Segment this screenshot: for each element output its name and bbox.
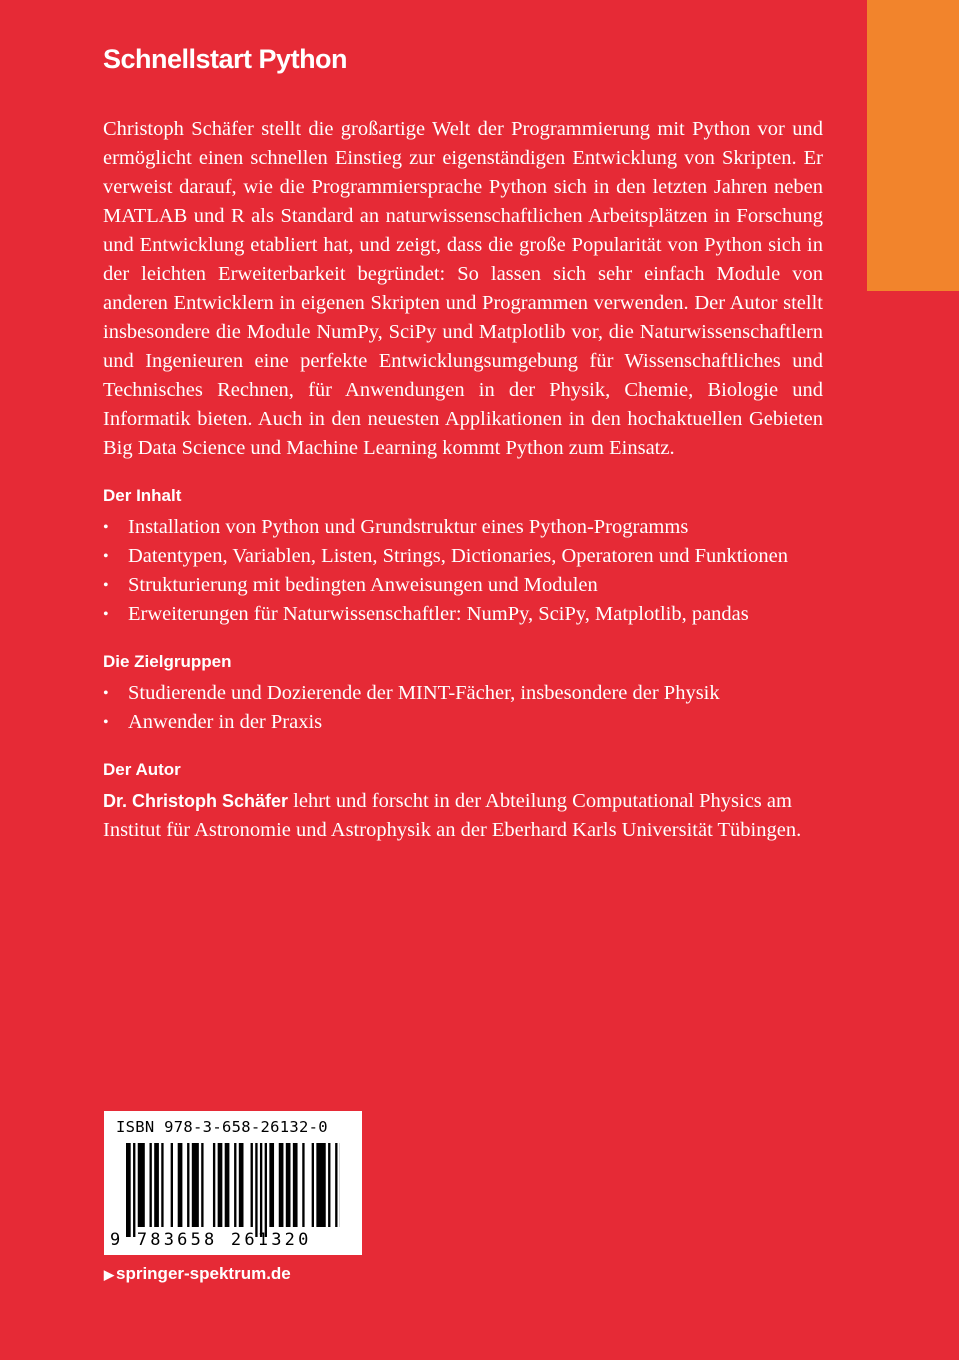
barcode-bar: [201, 1143, 203, 1227]
audience-section: [103, 651, 823, 737]
list-item: • Strukturierung mit bedingten Anweisungen und Modulen: [103, 571, 823, 600]
barcode-bar: [251, 1143, 253, 1227]
barcode-bar: [154, 1143, 159, 1227]
barcode-bar: [161, 1143, 163, 1227]
audience-list: [103, 679, 823, 737]
triangle-right-icon: ▶: [104, 1267, 114, 1282]
barcode-bar: [133, 1143, 135, 1237]
barcode-bar: [269, 1143, 274, 1227]
barcode-bar: [316, 1143, 325, 1227]
author-name: Dr. Christoph Schäfer: [103, 791, 289, 811]
author-heading: Der Autor: [103, 760, 181, 779]
barcode-bar: [171, 1143, 173, 1227]
contents-heading: Der Inhalt: [103, 486, 182, 505]
barcode-bar: [239, 1143, 244, 1227]
author-bio-text: lehrt und forscht in der Abteilung Computational Physics am Institut für Astronomie und Astrophysik an der Eberhard Karls Universität Tübingen.: [103, 790, 802, 841]
barcode-bar: [312, 1143, 314, 1227]
barcode-bar: [126, 1143, 131, 1237]
barcode-bar: [138, 1143, 145, 1227]
book-title: Schnellstart Python: [103, 44, 348, 74]
barcode-bar: [328, 1143, 330, 1227]
barcode-bar: [150, 1143, 152, 1227]
barcode-bar: [286, 1143, 291, 1227]
publisher-website[interactable]: [104, 1264, 291, 1284]
back-cover-content: [103, 46, 823, 845]
barcode-bar: [234, 1143, 236, 1227]
barcode-bar: [218, 1143, 223, 1227]
barcode-bar: [302, 1143, 304, 1227]
contents-list: [103, 513, 823, 629]
list-item: • Datentypen, Variablen, Listen, Strings, Dictionaries, Operatoren und Funktionen: [103, 542, 823, 571]
website-label: springer-spektrum.de: [116, 1264, 291, 1283]
isbn-label: ISBN 978-3-658-26132-0: [116, 1118, 328, 1136]
barcode-bar: [187, 1143, 189, 1227]
orange-accent-block: [867, 0, 959, 291]
barcode-bar: [178, 1143, 183, 1227]
barcode-bar: [213, 1143, 215, 1227]
barcode-bar: [279, 1143, 284, 1227]
barcode-bar: [293, 1143, 298, 1227]
list-item: • Erweiterungen für Naturwissenschaftler: NumPy, SciPy, Matplotlib, pandas: [103, 600, 823, 629]
ean-digits: 9 783658 261320: [110, 1230, 312, 1250]
barcode-bar: [225, 1143, 230, 1227]
list-item: • Anwender in der Praxis: [103, 708, 823, 737]
audience-heading: Die Zielgruppen: [103, 652, 232, 671]
author-bio: [103, 787, 823, 845]
contents-section: [103, 485, 823, 629]
barcode-bar: [260, 1143, 262, 1237]
list-item: • Studierende und Dozierende der MINT-Fächer, insbesondere der Physik: [103, 679, 823, 708]
barcode-bar: [335, 1143, 337, 1227]
list-item: • Installation von Python und Grundstruktur eines Python-Programms: [103, 513, 823, 542]
book-blurb: Christoph Schäfer stellt die großartige Welt der Programmierung mit Python vor und ermöglicht einen schnellen Einstieg zur eigenständigen Entwicklung von Skripten. Er verweist darauf, wie die Programmiersprache Python sich in den letzten Jahren neben MATLAB und R als Standard an naturwissenschaftlichen Arbeitsplätzen in Forschung und Entwicklung etabliert hat, und zeigt, dass die große Popularität von Python sich in der leichten Erweiterbarkeit begründet: So lassen sich sehr einfach Module von anderen Entwicklern in eigenen Skripten und Programmen verwenden. Der Autor stellt insbesondere die Module NumPy, SciPy und Matplotlib vor, die Naturwissenschaftlern und Ingenieuren eine perfekte Entwicklungsumgebung für Wissenschaftliches und Technisches Rechnen, für Anwendungen in der Physik, Chemie, Biologie und Informatik bieten. Auch in den neuesten Applikationen in den hochaktuellen Gebieten Big Data Science und Machine Learning kommt Python zum Einsatz.: [103, 118, 823, 459]
barcode-bars: [126, 1143, 340, 1237]
isbn-barcode: [104, 1111, 362, 1255]
barcode-bar: [192, 1143, 199, 1227]
author-section: [103, 759, 823, 845]
barcode-bar: [265, 1143, 267, 1237]
barcode-bar: [255, 1143, 257, 1237]
